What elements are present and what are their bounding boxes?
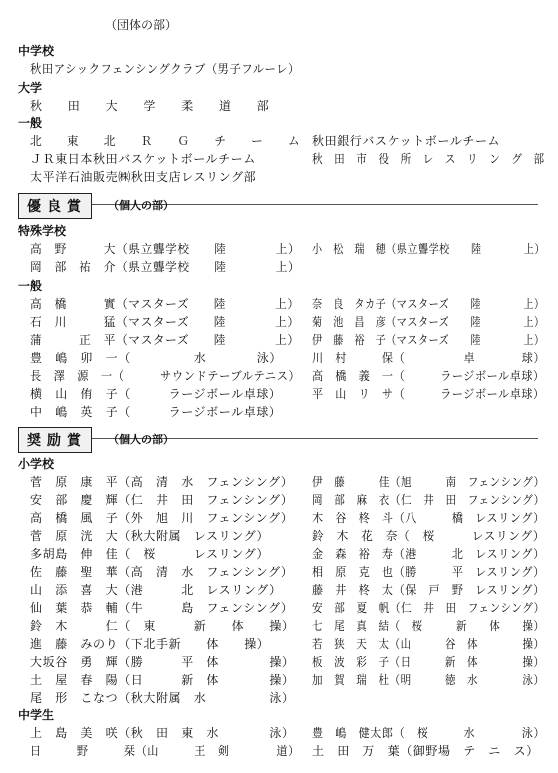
category-label-special-school: 特殊学校 — [18, 224, 67, 238]
group-entry: 太平洋石油販売㈱秋田支店レスリング部 — [30, 170, 257, 184]
award-entry: 尾 形 こなつ（秋大附属 水 泳） — [30, 691, 295, 705]
award-entry: 土 屋 春 陽（日 新 体 操） — [30, 673, 295, 687]
award-entry: 山 添 喜 大（港 北 レスリング） — [30, 583, 282, 597]
category-label-elementary: 小学校 — [18, 457, 55, 471]
section-title-encouragement: 奨励賞 — [18, 427, 92, 453]
section-subtitle: （個人の部） — [108, 199, 174, 212]
award-entry: 川 村 保（ 卓 球） — [312, 351, 546, 365]
award-entry: 蒲 正 平（マスターズ 陸 上） — [30, 333, 300, 347]
award-entry: 七 尾 真 結（ 桜 新 体 操） — [312, 619, 545, 633]
award-entry: 佐 藤 聖 華（高 清 水 フェンシング） — [30, 565, 294, 579]
award-entry: 鈴 木 仁（ 東 新 体 操） — [30, 619, 295, 633]
award-entry: 若 狭 天 太（山 谷 体 操） — [312, 637, 545, 651]
award-entry: 木 谷 柊 斗（八 橋 レスリング） — [312, 511, 545, 525]
group-entry: 秋 田 大 学 柔 道 部 — [30, 99, 270, 113]
section-rule — [18, 438, 538, 439]
award-entry: 高 橋 義 一（ ラージボール卓球） — [312, 369, 545, 383]
award-entry: 進 藤 みのり（下北手新 体 操） — [30, 637, 270, 651]
award-entry: 大坂谷 勇 輝（勝 平 体 操） — [30, 655, 295, 669]
category-label-junior-high: 中学校 — [18, 44, 55, 58]
group-entry: 北 東 北 Ｒ Ｇ チ ー ム — [30, 134, 301, 148]
group-section-header: （団体の部） — [105, 18, 178, 32]
award-entry: 金 森 裕 寿（港 北 レスリング） — [312, 547, 545, 561]
award-entry: 高 野 大（県立聾学校 陸 上） — [30, 242, 301, 256]
category-label-university: 大学 — [18, 81, 43, 95]
award-entry: 豊 嶋 健太郎（ 桜 水 泳） — [312, 726, 546, 740]
award-entry: 安 部 慶 輝（仁 井 田 フェンシング） — [30, 493, 294, 507]
award-entry: 高 橋 實（マスターズ 陸 上） — [30, 297, 300, 311]
award-entry: 小 松 瑞 穂（県立聾学校 陸 上） — [312, 242, 546, 256]
section-subtitle: （個人の部） — [108, 433, 174, 446]
award-entry: 安 部 夏 帆（仁 井 田 フェンシング） — [312, 601, 545, 615]
award-entry: 菊 池 昌 彦（マスターズ 陸 上） — [312, 315, 545, 329]
award-entry: 鈴 木 花 奈（ 桜 レスリング） — [312, 529, 546, 543]
award-entry: 多胡島 伸 佳（ 桜 レスリング） — [30, 547, 270, 561]
group-entry: 秋 田 市 役 所 レ ス リ ン グ 部 — [312, 152, 545, 166]
award-entry: 中 嶋 英 子（ ラージボール卓球） — [30, 405, 282, 419]
category-label-general: 一般 — [18, 116, 43, 130]
award-entry: 日 野 栞（山 王 剣 道） — [30, 744, 300, 758]
category-label-general: 一般 — [18, 279, 43, 293]
award-entry: 豊 嶋 卯 一（ 水 泳） — [30, 351, 283, 365]
section-rule — [18, 204, 538, 205]
award-entry: 板 波 彩 子（日 新 体 操） — [312, 655, 545, 669]
group-entry: 秋田アシックフェンシングクラブ（男子フルーレ） — [30, 62, 300, 76]
award-entry: 土 田 万 葉（御野場 テ ニ ス） — [312, 744, 539, 758]
award-entry: 伊 藤 裕 子（マスターズ 陸 上） — [312, 333, 545, 347]
section-title-excellence: 優良賞 — [18, 193, 92, 219]
award-entry: 上 島 美 咲（秋 田 東 水 泳） — [30, 726, 295, 740]
award-entry: 菅 原 洸 大（秋大附属 レスリング） — [30, 529, 270, 543]
award-entry: 岡 部 祐 介（県立聾学校 陸 上） — [30, 260, 301, 274]
award-entry: 加 賀 瑞 杜（明 徳 水 泳） — [312, 673, 545, 687]
award-entry: 相 原 克 也（勝 平 レスリング） — [312, 565, 545, 579]
award-entry: 仙 葉 恭 輔（牛 島 フェンシング） — [30, 601, 294, 615]
award-entry: 菅 原 康 平（高 清 水 フェンシング） — [30, 475, 294, 489]
award-entry: 伊 藤 佳（旭 南 フェンシング） — [312, 475, 545, 489]
group-entry: ＪＲ東日本秋田バスケットボールチーム — [30, 152, 256, 166]
award-entry: 長 澤 源 一（ サウンドテーブルテニス） — [30, 369, 301, 383]
award-entry: 高 橋 風 子（外 旭 川 フェンシング） — [30, 511, 294, 525]
award-entry: 奈 良 タカ子（マスターズ 陸 上） — [312, 297, 545, 311]
award-entry: 岡 部 麻 衣（仁 井 田 フェンシング） — [312, 493, 545, 507]
group-entry: 秋田銀行バスケットボールチーム — [312, 134, 501, 148]
award-entry: 平 山 リ サ（ ラージボール卓球） — [312, 387, 545, 401]
category-label-junior-high-student: 中学生 — [18, 708, 55, 722]
award-entry: 石 川 猛（マスターズ 陸 上） — [30, 315, 300, 329]
award-entry: 藤 井 柊 太（保 戸 野 レスリング） — [312, 583, 545, 597]
award-entry: 横 山 侑 子（ ラージボール卓球） — [30, 387, 282, 401]
